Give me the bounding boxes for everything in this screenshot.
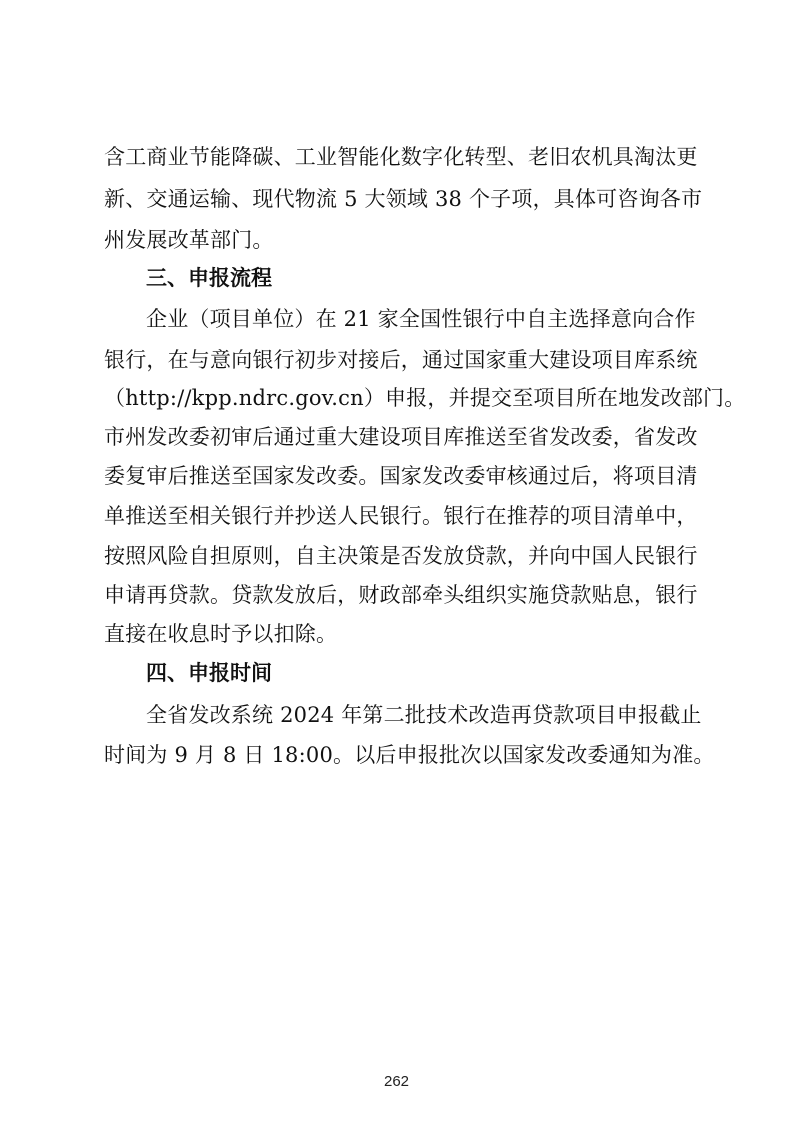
paragraph-line: 新、交通运输、现代物流 5 大领域 38 个子项，具体可咨询各市 (104, 187, 703, 211)
page-number: 262 (383, 1073, 410, 1090)
paragraph-line: 银行，在与意向银行初步对接后，通过国家重大建设项目库系统 (104, 348, 698, 372)
paragraph-line: 州发展改革部门。 (104, 228, 274, 252)
paragraph-line: 全省发改系统 2024 年第二批技术改造再贷款项目申报截止 (146, 703, 702, 727)
paragraph-line: 按照风险自担原则，自主决策是否发放贷款，并向中国人民银行 (104, 544, 698, 568)
paragraph-line: 申请再贷款。贷款发放后，财政部牵头组织实施贷款贴息，银行 (104, 583, 698, 607)
paragraph-line: 含工商业节能降碳、工业智能化数字化转型、老旧农机具淘汰更 (104, 145, 698, 169)
section-heading: 三、申报流程 (146, 266, 272, 290)
paragraph-line: 时间为 9 月 8 日 18:00。以后申报批次以国家发改委通知为准。 (104, 743, 715, 767)
paragraph-line: 企业（项目单位）在 21 家全国性银行中自主选择意向合作 (146, 307, 696, 331)
section-heading: 四、申报时间 (146, 661, 272, 685)
paragraph-line: 市州发改委初审后通过重大建设项目库推送至省发改委，省发改 (104, 425, 698, 449)
paragraph-line: 直接在收息时予以扣除。 (104, 622, 338, 646)
paragraph-line: （http://kpp.ndrc.gov.cn）申报，并提交至项目所在地发改部门。 (104, 386, 746, 410)
paragraph-line: 委复审后推送至国家发改委。国家发改委审核通过后，将项目清 (104, 464, 698, 488)
paragraph-line: 单推送至相关银行并抄送人民银行。银行在推荐的项目清单中， (104, 504, 698, 528)
